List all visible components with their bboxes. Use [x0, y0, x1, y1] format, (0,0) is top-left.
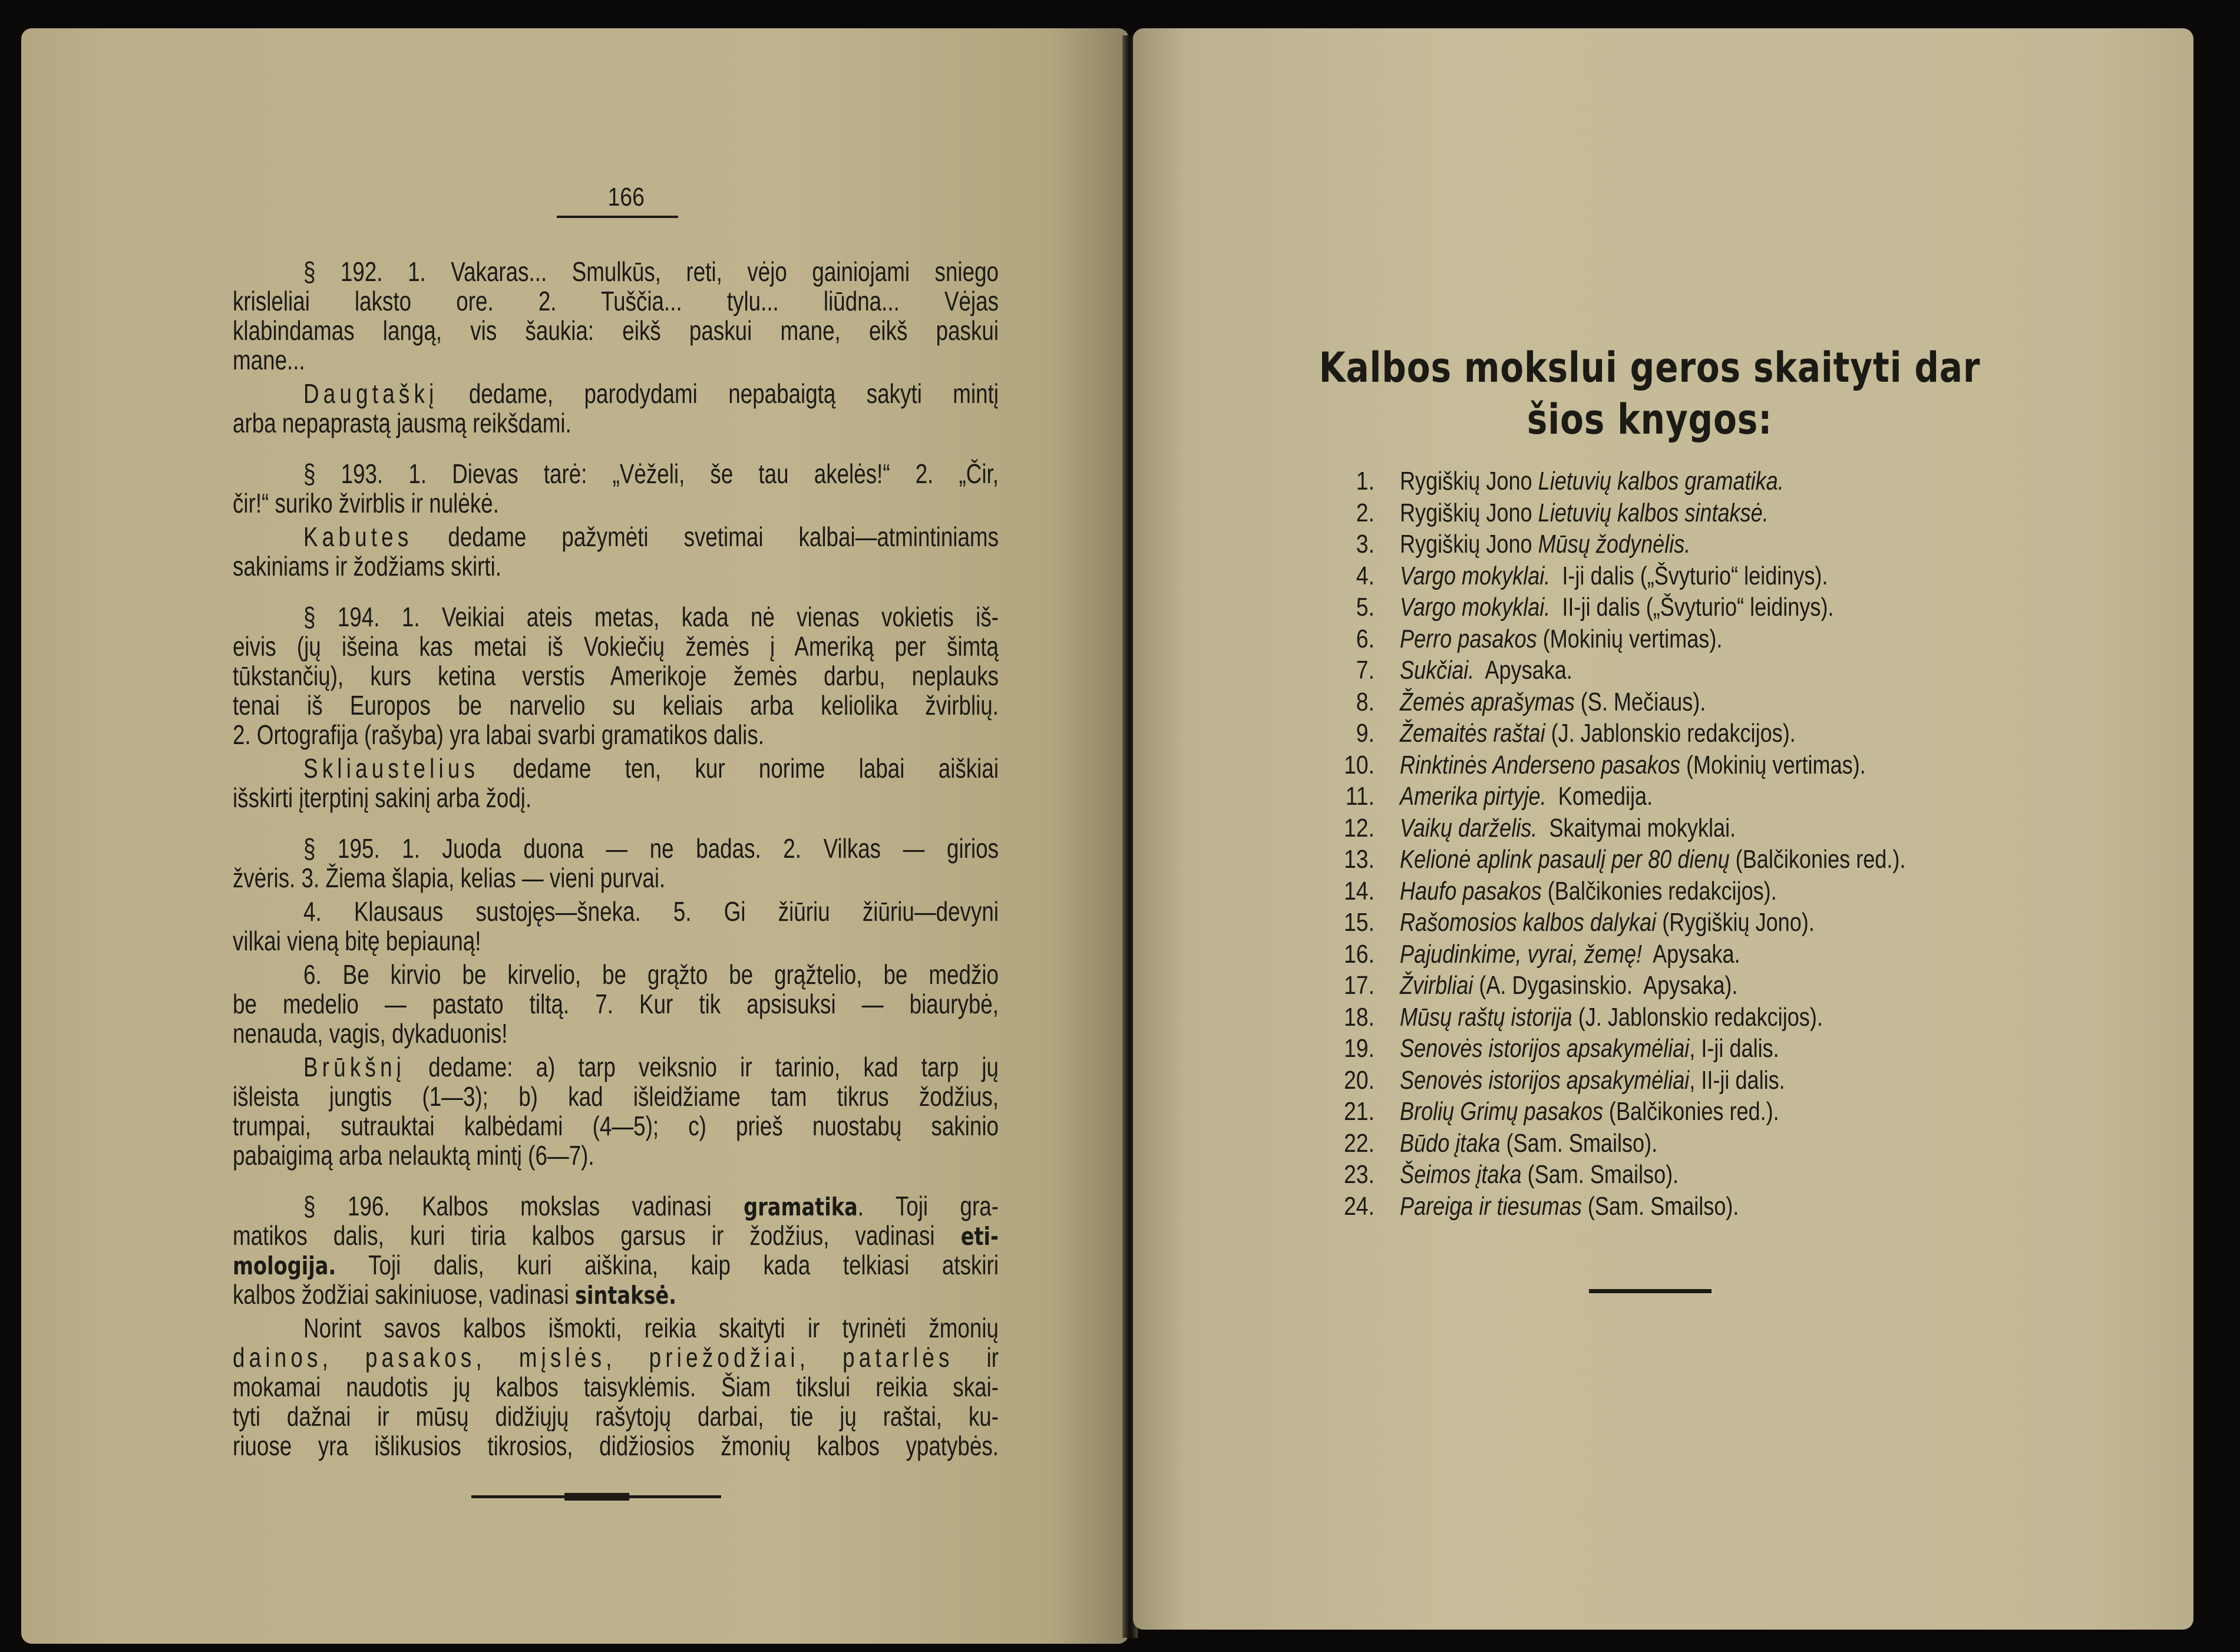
book-list-item — [1314, 939, 2139, 970]
text-segment: dedame, parodydami nepabaigtą sakyti mintį — [438, 378, 999, 409]
text-line: vilkai vieną bitę bepiauną! — [233, 926, 481, 956]
text-line: § 193. 1. Dievas tarė: „Vėželi, še tau akelės!“ 2. „Čir, — [303, 458, 999, 489]
book-list-item — [1314, 1065, 2139, 1096]
text-line: čir!“ suriko žvirblis ir nulėkė. — [233, 488, 499, 518]
book-number: 22. — [1344, 1128, 1375, 1158]
text-segment: Skaitymai mokyklai. — [1537, 813, 1736, 842]
text-line — [233, 754, 999, 783]
text-line: Norint savos kalbos išmokti, reikia skaityti ir tyrinėti žmonių — [303, 1313, 999, 1343]
italic-title: Rašomosios kalbos dalykai — [1400, 908, 1657, 937]
book-number: 11. — [1345, 782, 1375, 811]
text-segment: matikos dalis, kuri tiria kalbos garsus ir žodžius, vadinasi — [233, 1220, 961, 1251]
book-entry — [1400, 655, 1572, 686]
spaced-term: patarlės — [843, 1342, 954, 1373]
book-entry — [1400, 1002, 1823, 1033]
page-number: 166 — [607, 183, 645, 212]
italic-title: Mūsų raštų istorija — [1400, 1002, 1572, 1032]
book-entry — [1400, 497, 1769, 529]
end-ornament — [471, 1495, 721, 1498]
book-list-item — [1314, 970, 2139, 1002]
book-number: 9. — [1356, 719, 1375, 748]
book-entry — [1400, 970, 1737, 1002]
text-segment — [332, 1342, 365, 1373]
italic-title: Amerika pirtyje. — [1400, 782, 1547, 811]
spaced-term: mįslės, — [518, 1342, 616, 1373]
text-segment: (Sam. Smailso). — [1581, 1191, 1739, 1221]
book-list-item — [1314, 528, 2139, 560]
paragraph — [233, 459, 999, 518]
book-number: 15. — [1344, 908, 1375, 937]
text-segment: Komedija. — [1546, 782, 1653, 811]
text-segment: Apysaka. — [1474, 656, 1572, 685]
book-number: 16. — [1344, 939, 1375, 969]
book-number: 17. — [1344, 971, 1375, 1000]
book-list-item — [1314, 781, 2139, 812]
text-line: nenauda, vagis, dykaduonis! — [233, 1018, 508, 1049]
book-entry — [1400, 875, 1777, 907]
spaced-term: priežodžiai, — [649, 1342, 810, 1373]
book-list-item — [1314, 592, 2139, 623]
end-ornament-center — [564, 1493, 629, 1501]
book-number: 3. — [1356, 530, 1375, 559]
book-entry — [1400, 781, 1653, 812]
text-segment: (J. Jablonskio redakcijos). — [1545, 719, 1796, 748]
text-line: pabaigimą arba nelauktą mintį (6—7). — [233, 1140, 594, 1171]
spaced-term: Daugtaškį — [303, 378, 438, 409]
italic-title: Vaikų darželis. — [1400, 813, 1538, 842]
text-segment: (A. Dygasinskio. Apysaka). — [1473, 971, 1738, 1000]
book-list-item — [1314, 497, 2139, 529]
text-segment: Rygiškių Jono — [1400, 530, 1538, 559]
text-segment: (Mokinių vertimas). — [1537, 624, 1723, 653]
text-segment: Rygiškių Jono — [1400, 467, 1538, 495]
book-list-item — [1314, 623, 2139, 655]
text-line: sakiniams ir žodžiams skirti. — [233, 551, 501, 581]
text-segment: , I-ji dalis. — [1689, 1034, 1779, 1063]
text-line — [233, 1191, 999, 1221]
book-list-item — [1314, 1096, 2139, 1128]
book-number: 20. — [1344, 1065, 1375, 1095]
text-line — [233, 379, 999, 408]
italic-title: Mūsų žodynėlis. — [1538, 530, 1691, 559]
book-entry — [1400, 1159, 1679, 1191]
paragraph — [233, 1313, 999, 1461]
book-list-item — [1314, 844, 2139, 875]
book-number: 12. — [1344, 813, 1375, 842]
text-line — [233, 1343, 999, 1372]
paragraph — [233, 897, 999, 956]
text-segment: II-ji dalis („Švyturio“ leidinys). — [1550, 593, 1834, 622]
book-list-item — [1314, 1128, 2139, 1159]
book-list-item — [1314, 1191, 2139, 1223]
text-line: išskirti įterptinį sakinį arba žodį. — [233, 782, 532, 813]
book-list-item — [1314, 655, 2139, 686]
text-line: tyti dažnai ir mūsų didžiųjų rašytojų darbai, tie jų raštai, ku- — [233, 1401, 999, 1432]
text-line: krisleliai laksto ore. 2. Tuščia... tylu... liūdna... Vėjas — [233, 286, 999, 316]
text-line: riuose yra išlikusios tikrosios, didžiosios žmonių kalbos ypatybės. — [233, 1430, 999, 1461]
paragraph — [233, 602, 999, 749]
italic-title: Lietuvių kalbos gramatika. — [1538, 467, 1784, 495]
book-number: 5. — [1356, 593, 1375, 622]
italic-title: Pajudinkime, vyrai, žemę! — [1400, 939, 1643, 969]
italic-title: Senovės istorijos apsakymėliai — [1400, 1034, 1690, 1063]
book-entry — [1400, 907, 1815, 939]
text-line: arba nepaprastą jausmą reikšdami. — [233, 408, 571, 438]
paragraph — [233, 834, 999, 893]
italic-title: Būdo įtaka — [1400, 1128, 1501, 1158]
book-entry — [1400, 465, 1784, 497]
italic-title: Senovės istorijos apsakymėliai — [1400, 1065, 1690, 1095]
text-line: 2. Ortografija (rašyba) yra labai svarbi gramatikos dalis. — [233, 719, 764, 750]
title-line: Kalbos mokslui geros skaityti dar — [1319, 343, 1981, 392]
left-page — [21, 28, 1129, 1644]
book-number: 13. — [1344, 845, 1375, 874]
text-segment: § 196. Kalbos mokslas vadinasi — [303, 1191, 744, 1221]
italic-title: Vargo mokyklai. — [1400, 561, 1551, 590]
text-line: 4. Klausaus sustojęs—šneka. 5. Gi žiūriu žiūriu—devyni — [303, 896, 999, 927]
italic-title: Vargo mokyklai. — [1400, 593, 1551, 622]
text-line: 6. Be kirvio be kirvelio, be grąžto be grąžtelio, be medžio — [303, 959, 999, 990]
book-list-item — [1314, 749, 2139, 781]
book-list-item — [1314, 465, 2139, 497]
spaced-term: pasakos, — [365, 1342, 486, 1373]
text-line — [233, 1250, 999, 1280]
text-line: § 194. 1. Veikiai ateis metas, kada nė vienas vokietis iš- — [303, 602, 999, 632]
book-list-item — [1314, 812, 2139, 844]
book-number: 2. — [1356, 498, 1375, 527]
book-number: 18. — [1344, 1002, 1375, 1032]
text-segment: ir — [953, 1342, 999, 1373]
spaced-term: Brūkšnį — [303, 1052, 406, 1082]
book-entry — [1400, 939, 1740, 970]
book-entry — [1400, 812, 1736, 844]
book-number: 1. — [1356, 467, 1375, 495]
italic-title: Žemaitės raštai — [1400, 719, 1545, 748]
text-line: išleista jungtis (1—3); b) kad išleidžiame tam tikrus žodžius, — [233, 1081, 999, 1112]
book-entry — [1400, 528, 1690, 560]
book-entry — [1400, 592, 1833, 623]
book-number: 21. — [1344, 1097, 1375, 1126]
book-entry — [1400, 844, 1905, 875]
book-entry — [1400, 623, 1722, 655]
text-segment: (J. Jablonskio redakcijos). — [1572, 1002, 1823, 1032]
book-number: 8. — [1356, 687, 1375, 716]
book-list — [1314, 465, 2139, 1222]
text-line: be medelio — pastato tiltą. 7. Kur tik apsisuksi — biaurybė, — [233, 989, 999, 1019]
italic-title: Rinktinės Anderseno pasakos — [1400, 750, 1681, 779]
text-segment: (Balčikonies red.). — [1603, 1097, 1779, 1126]
book-entry — [1400, 1065, 1785, 1096]
book-list-item — [1314, 686, 2139, 718]
italic-title: Žvirbliai — [1400, 971, 1473, 1000]
spaced-term: dainos, — [233, 1342, 333, 1373]
book-number: 7. — [1356, 656, 1375, 685]
end-rule — [1589, 1289, 1712, 1293]
text-segment: kalbos žodžiai sakiniuose, vadinasi — [233, 1279, 575, 1310]
book-number: 24. — [1344, 1191, 1375, 1221]
book-list-item — [1314, 718, 2139, 749]
text-segment: Toji dalis, kuri aiškina, kaip kada telkiasi atskiri — [336, 1250, 999, 1280]
paragraph — [233, 960, 999, 1048]
book-entry — [1400, 1033, 1779, 1065]
recommended-books-title — [1167, 342, 2133, 445]
italic-title: Perro pasakos — [1400, 624, 1537, 653]
book-number: 4. — [1356, 561, 1375, 590]
book-list-item — [1314, 1159, 2139, 1191]
italic-title: Lietuvių kalbos sintaksė. — [1538, 498, 1769, 527]
book-list-item — [1314, 907, 2139, 939]
book-entry — [1400, 560, 1828, 592]
text-line: trumpai, sutrauktai kalbėdami (4—5); c) prieš nuostabų sakinio — [233, 1111, 999, 1141]
paragraph — [233, 522, 999, 581]
book-number: 14. — [1344, 876, 1375, 906]
bold-term: mologija. — [233, 1251, 336, 1280]
text-line: žvėris. 3. Žiema šlapia, kelias — vieni purvai. — [233, 863, 666, 893]
book-list-item — [1314, 560, 2139, 592]
text-line — [233, 1280, 999, 1309]
title-line: šios knygos: — [1527, 395, 1773, 444]
paragraph — [233, 754, 999, 812]
book-entry — [1400, 1128, 1657, 1159]
italic-title: Haufo pasakos — [1400, 876, 1542, 906]
text-segment: dedame ten, kur norime labai aiškiai — [479, 753, 999, 784]
text-segment — [810, 1342, 843, 1373]
text-segment: (Rygiškių Jono). — [1656, 908, 1815, 937]
book-entry — [1400, 718, 1796, 749]
text-segment: (Sam. Smailso). — [1521, 1160, 1679, 1189]
text-segment: Apysaka. — [1642, 939, 1740, 969]
text-line — [233, 522, 999, 551]
page-number-rule — [557, 216, 678, 218]
text-segment: (Balčikonies red.). — [1729, 845, 1906, 874]
text-segment: I-ji dalis („Švyturio“ leidinys). — [1550, 561, 1828, 590]
book-list-item — [1314, 1002, 2139, 1033]
spaced-term: Kabutes — [303, 521, 413, 552]
text-segment: . Toji gra- — [857, 1191, 999, 1221]
text-line: § 195. 1. Juoda duona — ne badas. 2. Vilkas — girios — [303, 833, 999, 864]
book-entry — [1400, 1096, 1779, 1128]
text-segment: (Sam. Smailso). — [1500, 1128, 1658, 1158]
text-segment: (Mokinių vertimas). — [1680, 750, 1866, 779]
text-line: tenai iš Europos be narvelio su keliais arba keliolika žvirblių. — [233, 690, 999, 721]
book-number: 6. — [1356, 624, 1375, 653]
paragraph — [233, 379, 999, 438]
text-line: mane... — [233, 345, 305, 375]
bold-term: eti- — [960, 1222, 999, 1251]
text-segment: (S. Mečiaus). — [1574, 687, 1706, 716]
text-segment: (Balčikonies redakcijos). — [1541, 876, 1777, 906]
text-line: mokamai naudotis jų kalbos taisyklėmis. Šiam tikslui reikia skai- — [233, 1372, 999, 1402]
paragraph — [233, 1052, 999, 1170]
italic-title: Brolių Grimų pasakos — [1400, 1097, 1603, 1126]
book-number: 10. — [1344, 750, 1375, 779]
book-entry — [1400, 686, 1706, 718]
italic-title: Kelionė aplink pasaulį per 80 dienų — [1400, 845, 1730, 874]
left-page-text — [233, 257, 999, 1461]
text-line: § 192. 1. Vakaras... Smulkūs, reti, vėjo gainiojami sniego — [303, 256, 999, 287]
bold-term: gramatika — [744, 1192, 858, 1221]
paragraph — [233, 257, 999, 375]
book-entry — [1400, 1191, 1739, 1223]
book-list-item — [1314, 875, 2139, 907]
book-entry — [1400, 749, 1866, 781]
book-number: 23. — [1344, 1160, 1375, 1189]
bold-term: sintaksė. — [574, 1281, 677, 1310]
italic-title: Sukčiai. — [1400, 656, 1475, 685]
spaced-term: Skliaustelius — [303, 753, 480, 784]
text-segment: dedame: a) tarp veiksnio ir tarinio, kad tarp jų — [405, 1052, 999, 1082]
italic-title: Žemės aprašymas — [1400, 687, 1575, 716]
text-line: tūkstančių), kurs ketina verstis Amerikoje žemės darbu, neplauks — [233, 660, 999, 691]
paragraph — [233, 1191, 999, 1309]
italic-title: Šeimos įtaka — [1400, 1160, 1522, 1189]
text-segment: , II-ji dalis. — [1689, 1065, 1785, 1095]
text-segment: Rygiškių Jono — [1400, 498, 1538, 527]
text-segment — [616, 1342, 649, 1373]
text-line — [233, 1052, 999, 1082]
text-segment: dedame pažymėti svetimai kalbai—atmintiniams — [412, 521, 999, 552]
book-list-item — [1314, 1033, 2139, 1065]
book-number: 19. — [1344, 1034, 1375, 1063]
text-line — [233, 1221, 999, 1250]
text-line: klabindamas langą, vis šaukia: eikš paskui mane, eikš paskui — [233, 315, 999, 346]
text-line: eivis (jų išeina kas metai iš Vokiečių žemės į Ameriką per šimtą — [233, 631, 999, 662]
italic-title: Pareiga ir tiesumas — [1400, 1191, 1582, 1221]
text-segment — [486, 1342, 519, 1373]
